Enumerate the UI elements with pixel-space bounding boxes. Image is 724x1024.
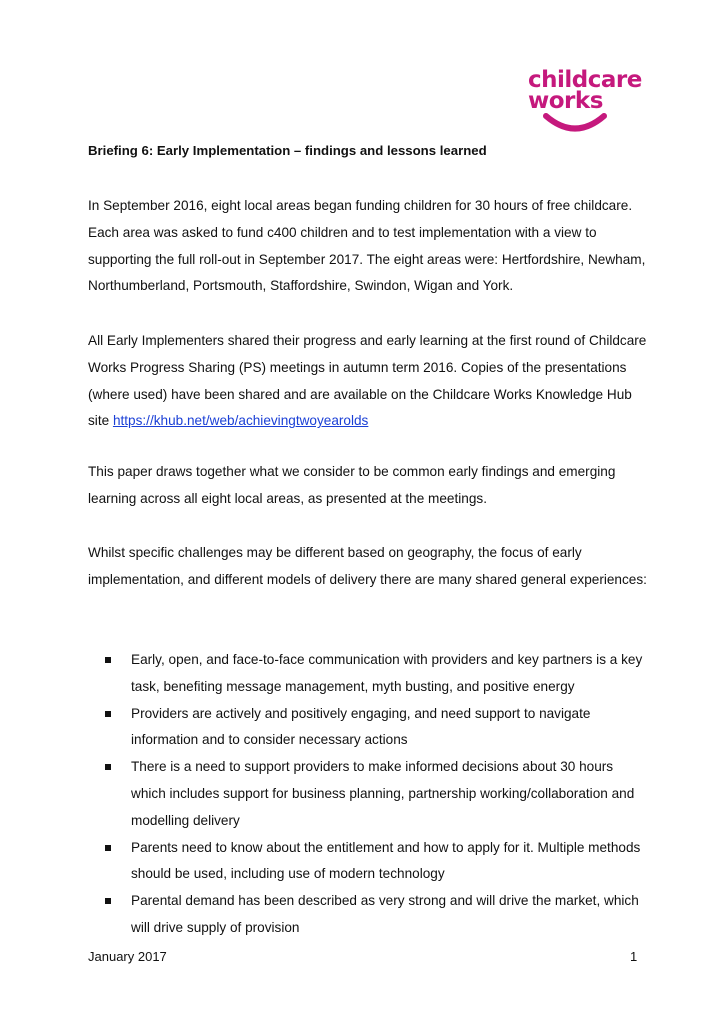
- bullet-square-icon: [105, 711, 111, 717]
- list-item-text: There is a need to support providers to make informed decisions about 30 hours which includes support for business planning, partnership working/collaboration and modelling delivery: [131, 759, 635, 828]
- bullet-square-icon: [105, 657, 111, 663]
- list-item: [88, 754, 648, 834]
- list-item-text: Providers are actively and positively engaging, and need support to navigate information and to consider necessary actions: [131, 705, 591, 748]
- paragraph-shared-experiences: Whilst specific challenges may be different based on geography, the focus of early implementation, and different models of delivery there are many shared general experiences:: [88, 545, 647, 587]
- list-item-text: Early, open, and face-to-face communication with providers and key partners is a key task, benefiting message management, myth busting, and positive energy: [131, 652, 643, 694]
- logo-line-1: childcare: [528, 67, 642, 93]
- list-item: [88, 701, 648, 755]
- list-item-text: Parents need to know about the entitlement and how to apply for it. Multiple methods should be used, including use of modern technology: [131, 839, 641, 882]
- document-title: Briefing 6: Early Implementation – findings and lessons learned: [88, 143, 487, 158]
- childcare-works-logo: [528, 67, 642, 133]
- list-item-text: Parental demand has been described as very strong and will drive the market, which will drive supply of provision: [131, 893, 639, 935]
- bullet-square-icon: [105, 845, 111, 851]
- smile-icon: [540, 111, 610, 133]
- logo-line-2: works: [528, 88, 603, 114]
- list-item: [88, 888, 648, 942]
- bullet-square-icon: [105, 898, 111, 904]
- findings-list: [88, 647, 648, 942]
- paragraph-summary: This paper draws together what we consider to be common early findings and emerging learning across all eight local areas, as presented at the meetings.: [88, 464, 616, 506]
- footer-date: January 2017: [88, 949, 167, 964]
- khub-link[interactable]: https://khub.net/web/achievingtwoyearolds: [112, 413, 369, 429]
- list-item: [88, 647, 648, 701]
- paragraph-progress-sharing-text: All Early Implementers shared their progress and early learning at the first round of Childcare Works Progress Sharing (PS) meetings in autumn term 2016. Copies of the presentations (where used) have been shared and are available on the Childcare Works Knowledge Hub site: [88, 333, 647, 429]
- list-item: [88, 835, 648, 889]
- page-number: 1: [630, 949, 638, 964]
- bullet-square-icon: [105, 764, 111, 770]
- paragraph-intro: In September 2016, eight local areas began funding children for 30 hours of free childcare. Each area was asked to fund c400 children and to test implementation with a view to supporting the full roll-out in September 2017. The eight areas were: Hertfordshire, Newham, Northumberland, Portsmouth, Staffordshire, Swindon, Wigan and York.: [88, 198, 646, 294]
- paragraph-progress-sharing: [88, 328, 648, 435]
